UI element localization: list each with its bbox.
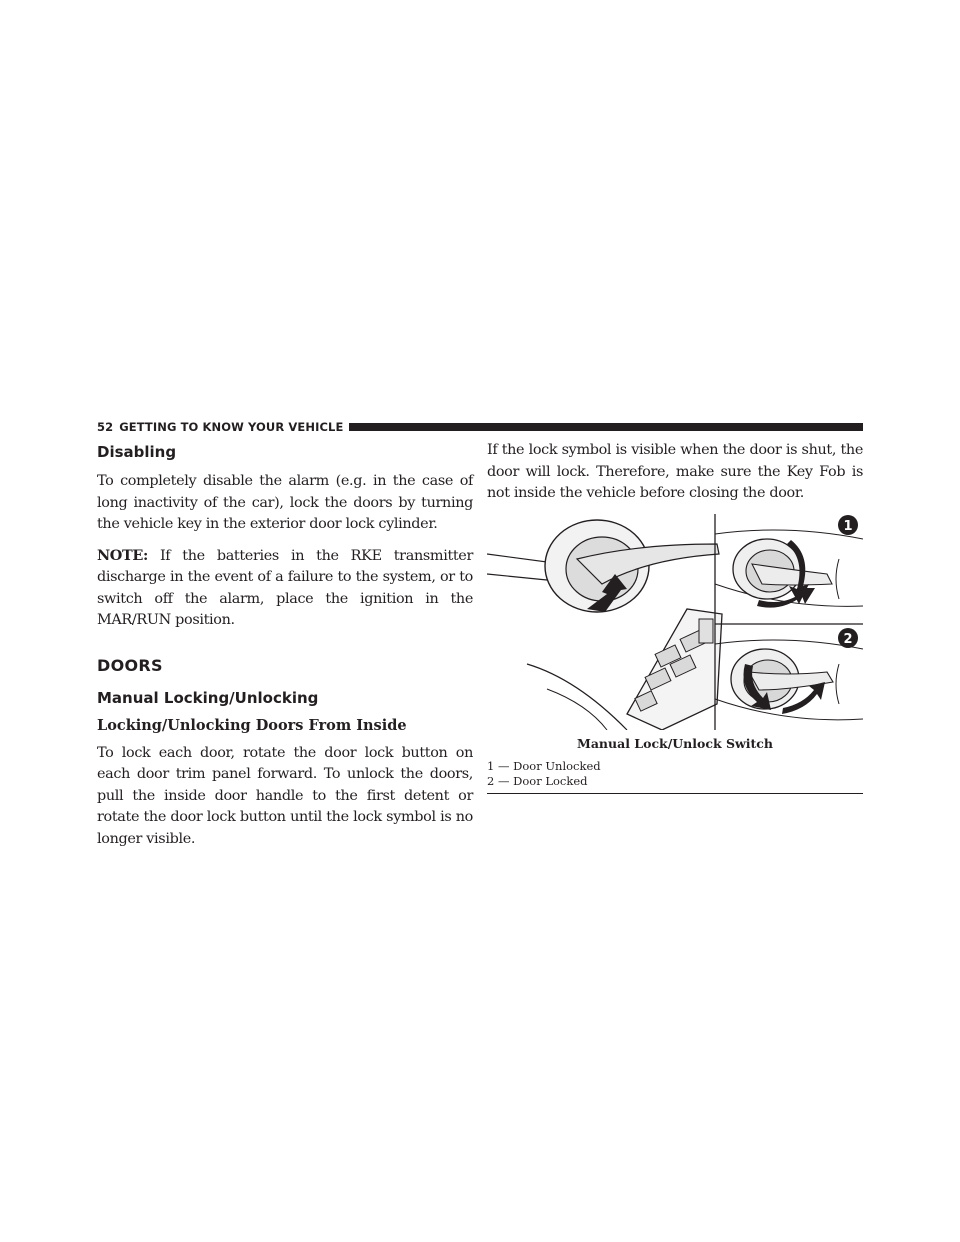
header-rule	[349, 423, 863, 431]
lock-switch-figure	[487, 514, 863, 730]
disabling-paragraph: To completely disable the alarm (e.g. in the case of long inactivity of the car), lock the doors by turning the vehicle key in the exterior door lock cylinder.	[97, 473, 473, 532]
legend-item-1: 1 — Door Unlocked	[487, 758, 601, 773]
section-title: GETTING TO KNOW YOUR VEHICLE	[119, 419, 344, 434]
inside-locking-paragraph: To lock each door, rotate the door lock button on each door trim panel forward. To unlock the doors, pull the inside door handle to the first detent or rotate the door lock button until the lock symbol is no longer visible.	[97, 744, 473, 847]
note-paragraph	[97, 545, 473, 632]
disabling-heading: Disabling	[97, 443, 177, 461]
inset-door-unlocked	[715, 530, 863, 608]
legend-rule	[487, 793, 863, 794]
inside-locking-heading: Locking/Unlocking Doors From Inside	[97, 716, 407, 734]
figure-caption: Manual Lock/Unlock Switch	[577, 735, 773, 751]
note-text: If the batteries in the RKE transmitter discharge in the event of a failure to the system, or to switch off the alarm, place the ignition in the MAR/RUN position.	[97, 547, 474, 628]
lock-symbol-paragraph: If the lock symbol is visible when the door is shut, the door will lock. Therefore, make sure the Key Fob is not inside the vehicle before closing the door.	[487, 442, 863, 501]
note-label: NOTE:	[97, 546, 148, 564]
page-number: 52	[97, 419, 114, 434]
door-handle-main	[545, 520, 719, 612]
manual-locking-heading: Manual Locking/Unlocking	[97, 688, 319, 707]
left-column	[97, 440, 473, 859]
window-switch-panel	[627, 609, 722, 730]
callout-2: 2	[843, 631, 853, 647]
right-column	[487, 440, 863, 794]
doors-heading: DOORS	[97, 655, 163, 675]
page-header	[97, 418, 863, 435]
inset-door-locked	[715, 640, 863, 720]
lock-switch-illustration	[487, 514, 863, 730]
callout-1: 1	[843, 518, 853, 534]
legend-item-2: 2 — Door Locked	[487, 773, 588, 788]
